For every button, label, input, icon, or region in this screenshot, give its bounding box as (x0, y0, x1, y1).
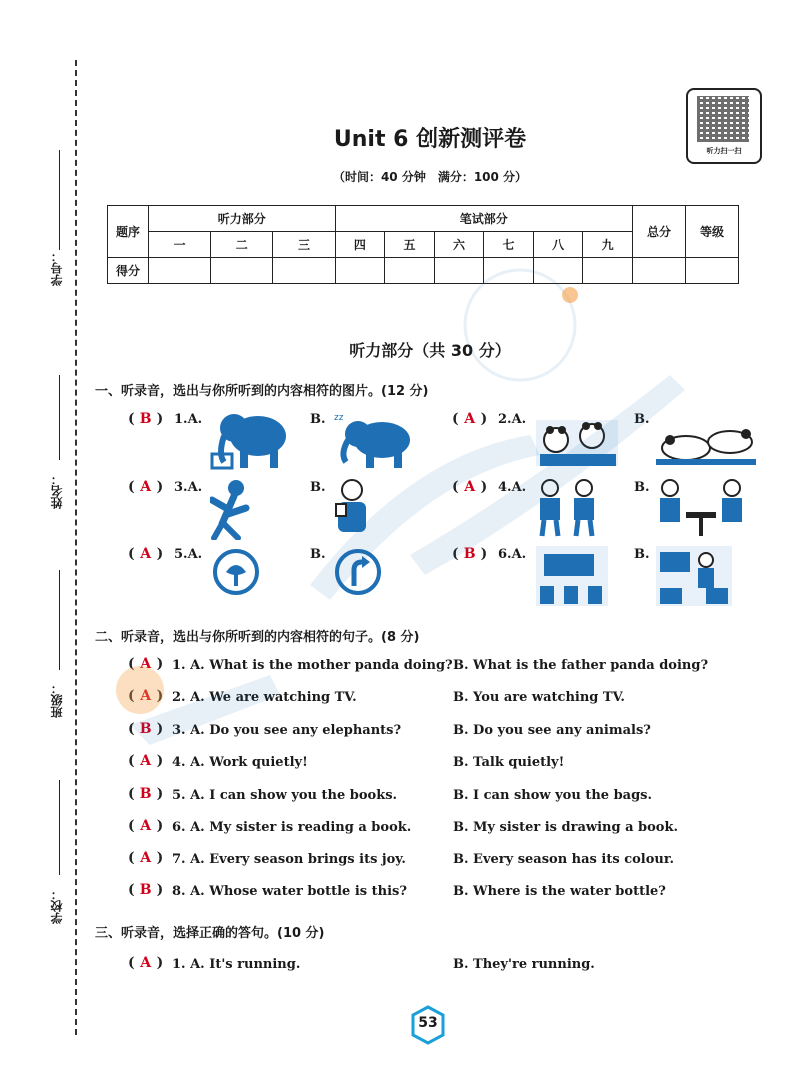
col-header: 三 (273, 232, 335, 258)
sentence-item (128, 656, 768, 676)
item-number: 1.A. (174, 412, 203, 427)
writing-group-header: 笔试部分 (335, 206, 632, 232)
answer-blank-2-7[interactable]: ( A ) (128, 850, 164, 866)
score-cell[interactable] (211, 258, 273, 284)
sentence-item (128, 955, 768, 975)
answer-blank-1-6[interactable]: ( B ) (452, 546, 488, 562)
class-field[interactable] (40, 570, 80, 720)
grade-header: 等级 (686, 206, 739, 258)
option-a-text: 7. A. Every season brings its joy. (172, 852, 406, 867)
row-label-order: 题序 (108, 206, 149, 258)
option-b-text: B. My sister is drawing a book. (453, 820, 678, 835)
option-b-text: B. What is the father panda doing? (453, 658, 709, 673)
col-header: 四 (335, 232, 385, 258)
child-drinking-icon (330, 476, 376, 540)
sentence-item (128, 818, 768, 838)
score-cell[interactable] (484, 258, 534, 284)
answer-blank-2-4[interactable]: ( A ) (128, 753, 164, 769)
school-field[interactable] (40, 780, 80, 930)
option-b-text: B. I can show you the bags. (453, 788, 653, 803)
option-b-text: B. They're running. (453, 957, 595, 972)
name-label: 姓名： (50, 473, 64, 509)
page-title: Unit 6 创新测评卷 (333, 127, 527, 152)
sentence-item (128, 721, 768, 741)
elephant-drinking-icon (210, 406, 290, 470)
option-b-label: B. (310, 480, 326, 495)
turn-sign-icon (334, 548, 382, 596)
col-header: 七 (484, 232, 534, 258)
answer-blank-3-1[interactable]: ( A ) (128, 955, 164, 971)
answer-blank-1-5[interactable]: ( A ) (128, 546, 164, 562)
name-field[interactable] (40, 375, 80, 515)
answer-blank-1-4[interactable]: ( A ) (452, 479, 488, 495)
option-b-label: B. (310, 547, 326, 562)
section3-heading: 三、听录音，选择正确的答句。(10 分) (95, 926, 325, 941)
answer-blank-2-6[interactable]: ( A ) (128, 818, 164, 834)
col-header: 五 (385, 232, 435, 258)
boys-playing-pingpong-icon (536, 478, 600, 538)
page-number: 53 (418, 1015, 438, 1031)
option-b-text: B. You are watching TV. (453, 690, 625, 705)
sentence-item (128, 882, 768, 902)
grade-cell[interactable] (686, 258, 739, 284)
option-a-text: 3. A. Do you see any elephants? (172, 723, 402, 738)
child-exercising-icon (210, 478, 250, 540)
page-number-badge (411, 1005, 445, 1045)
option-a-text: 2. A. We are watching TV. (172, 690, 357, 705)
item-number: 4.A. (498, 480, 527, 495)
total-header: 总分 (633, 206, 686, 258)
qr-code-icon (697, 96, 749, 142)
score-cell[interactable] (335, 258, 385, 284)
score-cell[interactable] (273, 258, 335, 284)
item-number: 3.A. (174, 480, 203, 495)
sentence-item (128, 753, 768, 773)
col-header: 一 (149, 232, 211, 258)
item-number: 5.A. (174, 547, 203, 562)
score-cell[interactable] (149, 258, 211, 284)
option-b-label: B. (634, 412, 650, 427)
col-header: 二 (211, 232, 273, 258)
answer-blank-1-2[interactable]: ( A ) (452, 411, 488, 427)
option-b-text: B. Do you see any animals? (453, 723, 651, 738)
answer-blank-2-8[interactable]: ( B ) (128, 882, 164, 898)
qr-caption: 听力扫一扫 (706, 147, 742, 155)
option-a-text: 1. A. What is the mother panda doing? (172, 658, 453, 673)
col-header: 六 (434, 232, 484, 258)
sentence-item (128, 688, 768, 708)
svg-text:zz: zz (334, 413, 344, 423)
pandas-sleeping-icon (656, 418, 756, 468)
qr-code[interactable] (686, 88, 762, 164)
item-number: 6.A. (498, 547, 527, 562)
option-a-text: 8. A. Whose water bottle is this? (172, 884, 407, 899)
boys-playing-chess-icon (656, 478, 746, 538)
option-b-label: B. (634, 547, 650, 562)
score-cell[interactable] (434, 258, 484, 284)
pandas-playing-icon (536, 410, 618, 468)
exam-time-score: （时间：40 分钟 满分：100 分） (332, 170, 528, 184)
option-b-text: B. Every season has its colour. (453, 852, 675, 867)
score-table (107, 205, 739, 284)
option-b-label: B. (634, 480, 650, 495)
option-b-label: B. (310, 412, 326, 427)
sentence-item (128, 850, 768, 870)
score-cell[interactable] (385, 258, 435, 284)
elephant-sleeping-icon (334, 410, 414, 470)
answer-blank-1-3[interactable]: ( A ) (128, 479, 164, 495)
classroom-lesson-icon (536, 546, 608, 606)
answer-blank-2-3[interactable]: ( B ) (128, 721, 164, 737)
option-b-text: B. Where is the water bottle? (453, 884, 666, 899)
total-cell[interactable] (633, 258, 686, 284)
answer-blank-1-1[interactable]: ( B ) (128, 411, 164, 427)
classroom-reading-icon (656, 546, 732, 606)
row-label-score: 得分 (108, 258, 149, 284)
item-number: 2.A. (498, 412, 527, 427)
option-a-text: 4. A. Work quietly! (172, 755, 308, 770)
listening-part-title: 听力部分（共 30 分） (349, 341, 511, 360)
school-label: 学校： (50, 888, 64, 924)
answer-blank-2-2[interactable]: ( A ) (128, 688, 164, 704)
no-plucking-sign-icon (212, 548, 260, 596)
answer-blank-2-1[interactable]: ( A ) (128, 656, 164, 672)
listening-group-header: 听力部分 (149, 206, 336, 232)
answer-blank-2-5[interactable]: ( B ) (128, 786, 164, 802)
score-cell[interactable] (533, 258, 583, 284)
option-a-text: 1. A. It's running. (172, 957, 301, 972)
option-b-text: B. Talk quietly! (453, 755, 565, 770)
col-header: 八 (533, 232, 583, 258)
score-cell[interactable] (583, 258, 633, 284)
student-number-label: 学号： (50, 250, 64, 286)
option-a-text: 6. A. My sister is reading a book. (172, 820, 412, 835)
section1-heading: 一、听录音，选出与你所听到的内容相符的图片。(12 分) (95, 384, 429, 399)
section2-heading: 二、听录音，选出与你所听到的内容相符的句子。(8 分) (95, 630, 420, 645)
class-label: 班级： (50, 682, 64, 718)
option-a-text: 5. A. I can show you the books. (172, 788, 398, 803)
sentence-item (128, 786, 768, 806)
col-header: 九 (583, 232, 633, 258)
